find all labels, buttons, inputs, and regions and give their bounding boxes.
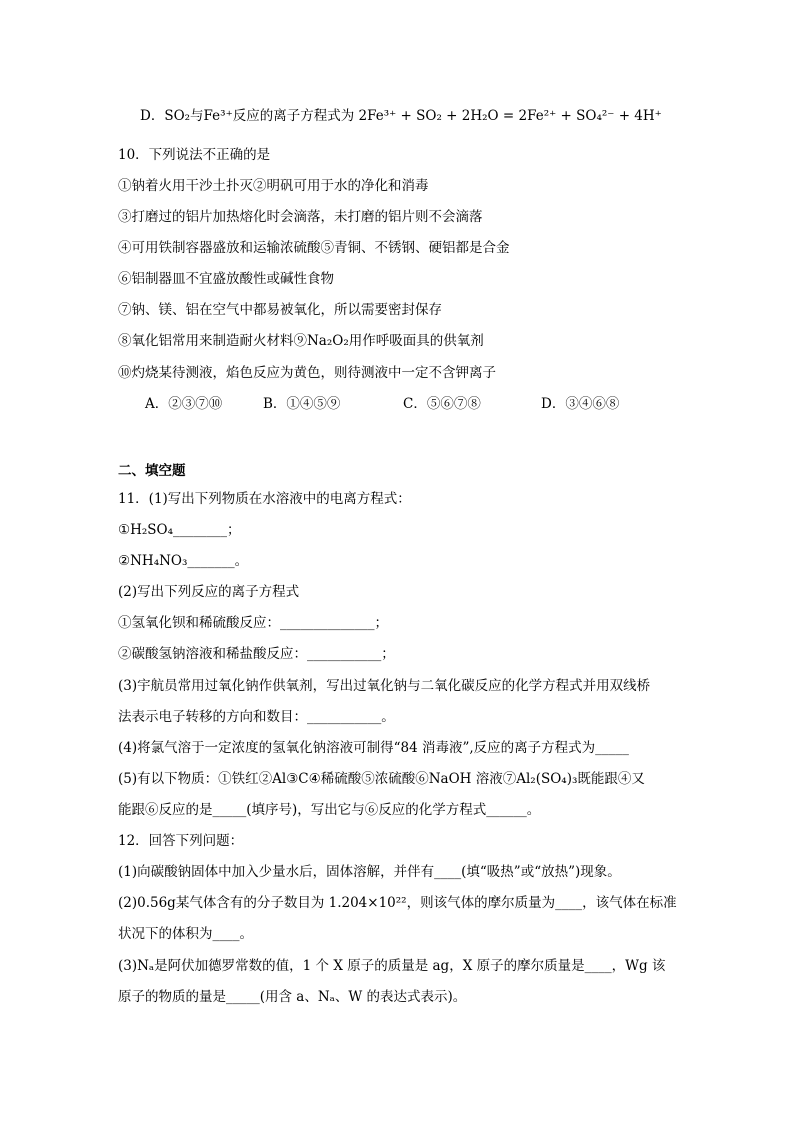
question11-line-1: 11．(1)写出下列物质在水溶液中的电离方程式：: [118, 491, 411, 507]
question12-line-6: 原子的物质的量是_____(用含 a、Nₐ、W 的表达式表示)。: [118, 989, 467, 1005]
option-b[interactable]: B．①④⑤⑨: [263, 396, 341, 412]
question11-line-9: (4)将氯气溶于一定浓度的氢氧化钠溶液可制得“84 消毒液”,反应的离子方程式为_____: [118, 740, 629, 756]
question9-option-d: D．SO₂与Fe³⁺反应的离子方程式为 2Fe³⁺ + SO₂ + 2H₂O = 2Fe²⁺ + SO₄²⁻ + 4H⁺: [140, 108, 662, 124]
question11-line-10: (5)有以下物质：①铁红②Al③C④稀硫酸⑤浓硫酸⑥NaOH 溶液⑦Al₂(SO₄)₃既能跟④又: [118, 771, 645, 787]
section-title: 二、填空题: [118, 463, 186, 479]
question12-line-1: 12．回答下列问题：: [118, 833, 244, 849]
question11-line-3: ②NH₄NO₃_______。: [118, 553, 249, 569]
option-c[interactable]: C．⑤⑥⑦⑧: [403, 396, 481, 412]
question10-line-2: ③打磨过的铝片加热熔化时会滴落，未打磨的铝片则不会滴落: [118, 209, 483, 225]
question10-line-1: ①钠着火用干沙土扑灭②明矾可用于水的净化和消毒: [118, 178, 429, 194]
question10-line-7: ⑩灼烧某待测液，焰色反应为黄色，则待测液中一定不含钾离子: [118, 365, 496, 381]
option-a[interactable]: A．②③⑦⑩: [145, 396, 223, 412]
question11-line-8: 法表示电子转移的方向和数目：___________。: [118, 709, 395, 725]
question10-options: [145, 395, 619, 413]
question10-line-4: ⑥铝制器皿不宜盛放酸性或碱性食物: [118, 271, 334, 287]
question11-line-4: (2)写出下列反应的离子方程式: [118, 584, 300, 600]
question11-line-5: ①氢氧化钡和稀硫酸反应：______________；: [118, 615, 388, 631]
question10-line-5: ⑦钠、镁、铝在空气中都易被氧化，所以需要密封保存: [118, 302, 442, 318]
question12-line-5: (3)Nₐ是阿伏加德罗常数的值，1 个 X 原子的质量是 ag，X 原子的摩尔质量是____，Wg 该: [118, 958, 666, 974]
question10-stem: 10．下列说法不正确的是: [118, 147, 271, 163]
question11-line-2: ①H₂SO₄________；: [118, 522, 241, 538]
question10-line-6: ⑧氧化铝常用来制造耐火材料⑨Na₂O₂用作呼吸面具的供氧剂: [118, 333, 484, 349]
question12-line-3: (2)0.56g某气体含有的分子数目为 1.204×10²²，则该气体的摩尔质量为____，该气体在标准: [118, 895, 677, 911]
question12-line-2: (1)向碳酸钠固体中加入少量水后，固体溶解，并伴有____(填“吸热”或“放热”)现象。: [118, 864, 621, 880]
question10-line-3: ④可用铁制容器盛放和运输浓硫酸⑤青铜、不锈钢、硬铝都是合金: [118, 240, 510, 256]
option-d[interactable]: D．③④⑥⑧: [541, 396, 620, 412]
question12-line-4: 状况下的体积为____。: [118, 926, 253, 942]
question11-line-11: 能跟⑥反应的是_____(填序号)，写出它与⑥反应的化学方程式______。: [118, 802, 541, 818]
question11-line-6: ②碳酸氢钠溶液和稀盐酸反应：___________；: [118, 646, 395, 662]
question11-line-7: (3)宇航员常用过氧化钠作供氧剂，写出过氧化钠与二氧化碳反应的化学方程式并用双线桥: [118, 678, 651, 694]
